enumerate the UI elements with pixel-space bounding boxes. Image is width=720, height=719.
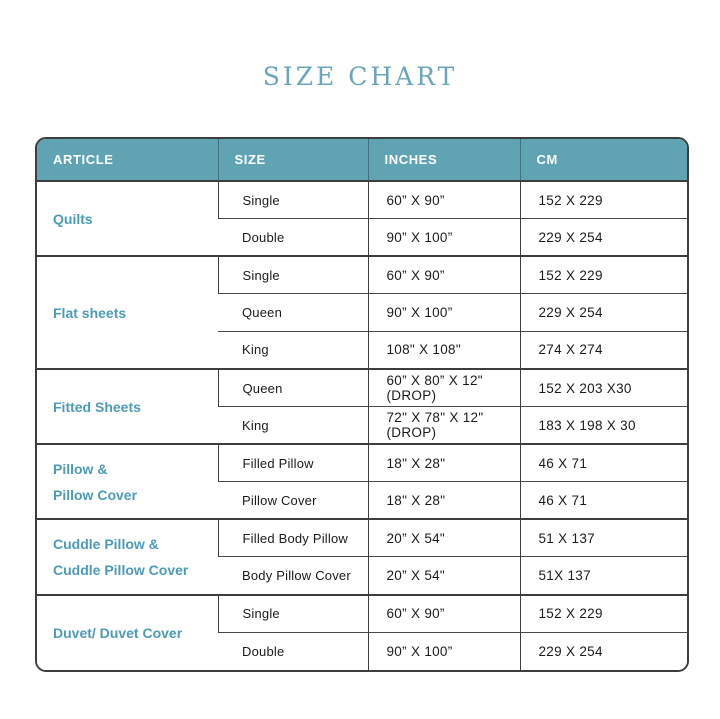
size-cell: Filled Pillow <box>218 444 368 482</box>
table-row <box>37 181 687 219</box>
header-row <box>37 139 687 181</box>
col-header-size: SIZE <box>218 139 368 181</box>
page-title: SIZE CHART <box>262 62 458 91</box>
size-cell: Single <box>218 181 368 219</box>
cm-cell: 51 X 137 <box>520 519 687 557</box>
table-row <box>37 519 687 557</box>
size-cell: King <box>218 331 368 369</box>
inches-cell: 108" X 108" <box>368 331 520 369</box>
cm-cell: 183 X 198 X 30 <box>520 407 687 445</box>
cm-cell: 46 X 71 <box>520 482 687 520</box>
article-label: Cuddle Pillow Cover <box>53 561 189 578</box>
size-cell: Double <box>218 632 368 670</box>
article-label: Pillow & <box>53 460 108 477</box>
cm-cell: 152 X 203 X30 <box>520 369 687 407</box>
inches-cell: 60” X 90” <box>368 595 520 633</box>
cm-cell: 229 X 254 <box>520 632 687 670</box>
size-cell: Single <box>218 595 368 633</box>
inches-cell: 60” X 80” X 12"(DROP) <box>368 369 520 407</box>
inches-cell: 20” X 54" <box>368 519 520 557</box>
col-header-article: ARTICLE <box>37 139 218 181</box>
table-row <box>37 369 687 407</box>
size-cell: Body Pillow Cover <box>218 557 368 595</box>
article-cell <box>37 519 218 594</box>
size-cell: King <box>218 407 368 445</box>
cm-cell: 152 X 229 <box>520 595 687 633</box>
table-body <box>37 181 687 670</box>
inches-cell: 60” X 90” <box>368 181 520 219</box>
cm-cell: 229 X 254 <box>520 219 687 257</box>
inches-cell: 72" X 78" X 12"(DROP) <box>368 407 520 445</box>
inches-cell: 20” X 54" <box>368 557 520 595</box>
cm-cell: 274 X 274 <box>520 331 687 369</box>
article-label: Duvet/ Duvet Cover <box>53 624 183 641</box>
size-cell: Double <box>218 219 368 257</box>
article-cell <box>37 595 218 670</box>
cm-cell: 51X 137 <box>520 557 687 595</box>
article-label: Pillow Cover <box>53 486 138 503</box>
size-cell: Single <box>218 256 368 294</box>
table-header <box>37 139 687 181</box>
article-label: Fitted Sheets <box>53 398 141 415</box>
article-label: Cuddle Pillow & <box>53 535 159 552</box>
inches-cell: 60” X 90” <box>368 256 520 294</box>
inches-cell: 90” X 100” <box>368 219 520 257</box>
size-table <box>37 139 687 670</box>
inches-cell: 90” X 100” <box>368 294 520 332</box>
inches-cell: 18" X 28" <box>368 482 520 520</box>
size-cell: Queen <box>218 294 368 332</box>
article-label: Quilts <box>53 210 93 227</box>
size-cell: Queen <box>218 369 368 407</box>
table-row <box>37 595 687 633</box>
table-row <box>37 256 687 294</box>
cm-cell: 229 X 254 <box>520 294 687 332</box>
col-header-inches: INCHES <box>368 139 520 181</box>
cm-cell: 152 X 229 <box>520 181 687 219</box>
size-cell: Pillow Cover <box>218 482 368 520</box>
inches-cell: 90” X 100” <box>368 632 520 670</box>
inches-cell: 18" X 28" <box>368 444 520 482</box>
article-cell <box>37 256 218 369</box>
article-label: Flat sheets <box>53 304 127 321</box>
cm-cell: 152 X 229 <box>520 256 687 294</box>
article-cell <box>37 444 218 519</box>
table-row <box>37 444 687 482</box>
size-chart-table <box>35 137 689 672</box>
article-cell <box>37 181 218 256</box>
cm-cell: 46 X 71 <box>520 444 687 482</box>
size-cell: Filled Body Pillow <box>218 519 368 557</box>
article-cell <box>37 369 218 444</box>
col-header-cm: CM <box>520 139 687 181</box>
